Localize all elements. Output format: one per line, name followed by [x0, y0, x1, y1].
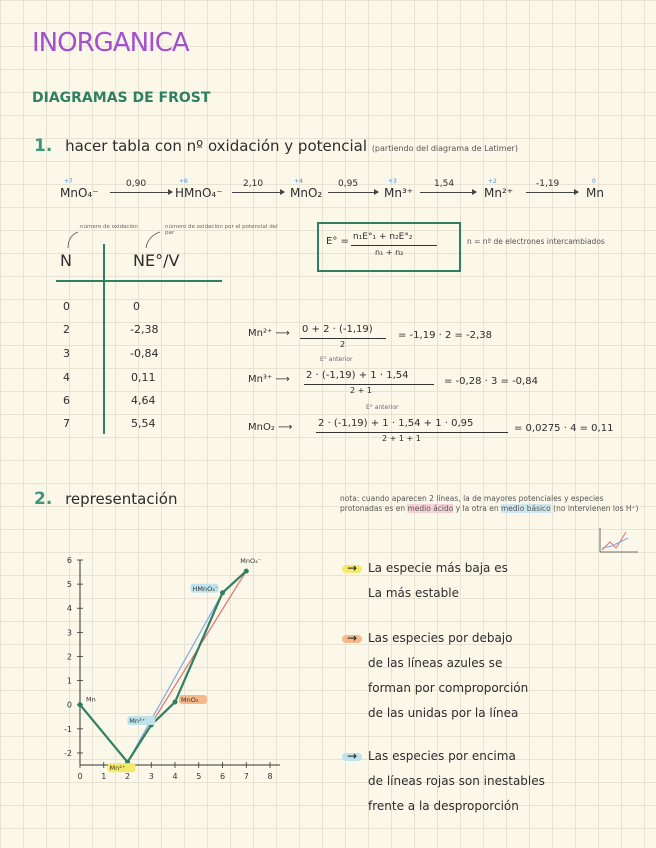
- table-cell-ne: -0,84: [130, 347, 159, 360]
- orange-arrow-icon: [342, 635, 362, 643]
- frost-diagram-chart: [40, 540, 310, 790]
- bullet-line: Las especies por debajo: [368, 631, 513, 645]
- y-tick-label: 5: [66, 580, 72, 590]
- note-prefix: nota: cuando aparecen 2 líneas, la de mayores potenciales y especies protonadas es en: [340, 494, 604, 513]
- table-header-rule: [56, 280, 222, 282]
- potential-label: 1,54: [434, 179, 455, 189]
- arrow-icon: [526, 192, 578, 193]
- arrow-icon: [110, 192, 172, 193]
- section1-number: 1.: [34, 136, 53, 156]
- table-header-n: N: [60, 251, 72, 270]
- ox-label: +2: [488, 178, 497, 185]
- fraction-bar: [300, 338, 386, 339]
- table-cell-n: 0: [63, 300, 70, 313]
- calc-label: E° anterior: [320, 356, 353, 363]
- bullet-line: Las especies por encima: [368, 749, 516, 763]
- calc-numerator: 2 · (-1,19) + 1 · 1,54 + 1 · 0,95: [318, 418, 474, 429]
- bullet-line: forman por comproporción: [368, 681, 529, 695]
- data-point: [173, 700, 178, 705]
- note-basic: medio básico: [500, 504, 551, 513]
- note-middle: y la otra en: [453, 504, 501, 513]
- y-tick-label: 6: [66, 556, 72, 565]
- point-label: Mn: [86, 695, 96, 704]
- ox-label: +7: [64, 178, 73, 185]
- note-acid: medio ácido: [407, 504, 454, 513]
- bullet-line: de las unidas por la línea: [368, 706, 519, 720]
- annotation-ne: número de oxidación por el potencial del par: [165, 224, 278, 236]
- mini-graph-icon: [596, 526, 640, 554]
- section1-note: (partiendo del diagrama de Latimer): [371, 144, 518, 153]
- calculations: [248, 320, 648, 450]
- point-label: MnO₂: [181, 696, 199, 705]
- calc-species: Mn³⁺ ⟶: [248, 374, 290, 385]
- bullet-line: La más estable: [368, 586, 459, 600]
- subtitle: DIAGRAMAS DE FROST: [32, 90, 211, 106]
- x-tick-label: 3: [148, 772, 154, 781]
- section2-number: 2.: [34, 489, 53, 509]
- formula-note: n = nº de electrones intercambiados: [467, 237, 605, 246]
- x-tick-label: 4: [172, 772, 178, 781]
- note-suffix: (no intervienen los H⁺): [550, 504, 639, 513]
- comproportion-line: [128, 593, 223, 762]
- data-point: [244, 569, 249, 574]
- calc-result: = -1,19 · 2 = -2,38: [398, 330, 492, 341]
- species-label: MnO₂: [290, 186, 323, 200]
- potential-label: 2,10: [243, 179, 264, 189]
- latimer-diagram: [0, 0, 656, 210]
- table-cell-n: 7: [63, 417, 70, 430]
- y-tick-label: -2: [64, 748, 72, 758]
- potential-label: -1,19: [536, 179, 560, 189]
- calc-denominator: 2 + 1 + 1: [382, 434, 421, 443]
- point-label: Mn³⁺: [129, 716, 146, 725]
- x-tick-label: 2: [124, 772, 131, 781]
- x-tick-label: 5: [196, 772, 202, 781]
- note-text: [340, 494, 640, 514]
- potential-label: 0,95: [338, 179, 359, 189]
- annotation-n: número de oxidación: [80, 224, 138, 230]
- bullet-line: de las líneas azules se: [368, 656, 503, 670]
- species-label: Mn: [586, 186, 604, 200]
- fraction-bar: [316, 432, 508, 433]
- species-label: HMnO₄⁻: [175, 186, 223, 200]
- y-tick-label: 2: [66, 652, 72, 662]
- calc-species: MnO₂ ⟶: [248, 422, 293, 433]
- point-label: Mn²⁺: [109, 764, 126, 773]
- arrow-icon: [328, 192, 378, 193]
- section2-heading: [34, 489, 177, 509]
- y-tick-label: -1: [64, 724, 72, 734]
- bullet-line: de líneas rojas son inestables: [368, 774, 545, 788]
- y-tick-label: 1: [66, 676, 72, 686]
- species-label: Mn²⁺: [484, 186, 514, 200]
- x-tick-label: 1: [101, 772, 107, 781]
- table-cell-ne: 0: [133, 300, 140, 313]
- blue-arrow-icon: [342, 753, 362, 761]
- table-column-rule: [103, 244, 105, 434]
- table-cell-n: 4: [63, 371, 70, 384]
- calc-numerator: 2 · (-1,19) + 1 · 1,54: [306, 370, 409, 381]
- formula-numerator: n₁E°₁ + n₂E°₂: [353, 232, 413, 242]
- fraction-bar: [351, 245, 437, 246]
- table-cell-n: 6: [63, 394, 70, 407]
- arrow-icon: [232, 192, 284, 193]
- potential-label: 0,90: [126, 179, 147, 189]
- table-cell-ne: 0,11: [131, 371, 156, 384]
- species-label: Mn³⁺: [384, 186, 414, 200]
- y-tick-label: 0: [66, 700, 72, 710]
- arrow-icon: [420, 192, 476, 193]
- x-tick-label: 7: [243, 772, 249, 781]
- species-label: MnO₄⁻: [60, 186, 99, 200]
- ox-label: +3: [388, 178, 397, 185]
- ox-label: +6: [179, 178, 188, 185]
- x-tick-label: 6: [219, 772, 226, 781]
- section1-title: hacer tabla con nº oxidación y potencial: [65, 137, 368, 155]
- bullet-line: frente a la desproporción: [368, 799, 519, 813]
- formula-box: [317, 222, 461, 272]
- page-title: INORGANICA: [32, 28, 189, 58]
- table-header-ne: NE°/V: [133, 251, 180, 270]
- ox-label: 0: [592, 178, 596, 185]
- calc-label: E° anterior: [366, 404, 399, 411]
- formula-lhs: E° =: [326, 236, 349, 247]
- point-label: HMnO₄⁻: [192, 584, 219, 593]
- yellow-arrow-icon: [342, 565, 362, 573]
- y-tick-label: 3: [66, 628, 72, 638]
- bullet-line: La especie más baja es: [368, 561, 508, 575]
- calc-species: Mn²⁺ ⟶: [248, 328, 290, 339]
- table-cell-ne: 5,54: [131, 417, 156, 430]
- table-cell-ne: -2,38: [130, 323, 159, 336]
- bullet-3: [342, 744, 545, 819]
- bullet-2: [342, 626, 528, 726]
- annotation-arrows: [60, 228, 170, 252]
- calc-denominator: 2 + 1: [350, 386, 372, 395]
- calc-numerator: 0 + 2 · (-1,19): [302, 324, 373, 335]
- x-tick-label: 0: [77, 772, 83, 781]
- y-tick-label: 4: [66, 604, 72, 614]
- table-cell-ne: 4,64: [131, 394, 156, 407]
- calc-denominator: 2: [340, 340, 346, 349]
- fraction-bar: [304, 384, 434, 385]
- data-point: [78, 702, 83, 707]
- ox-label: +4: [294, 178, 303, 185]
- formula-denominator: n₁ + n₂: [375, 248, 404, 257]
- x-tick-label: 8: [267, 772, 273, 781]
- data-point: [220, 590, 225, 595]
- table-cell-n: 3: [63, 347, 70, 360]
- section2-title: representación: [65, 490, 178, 508]
- bullet-1: [342, 556, 508, 606]
- point-label: MnO₄⁻: [240, 557, 262, 566]
- table-cell-n: 2: [63, 323, 70, 336]
- series-line: [80, 571, 246, 762]
- calc-result: = -0,28 · 3 = -0,84: [444, 376, 538, 387]
- calc-result: = 0,0275 · 4 = 0,11: [514, 423, 614, 434]
